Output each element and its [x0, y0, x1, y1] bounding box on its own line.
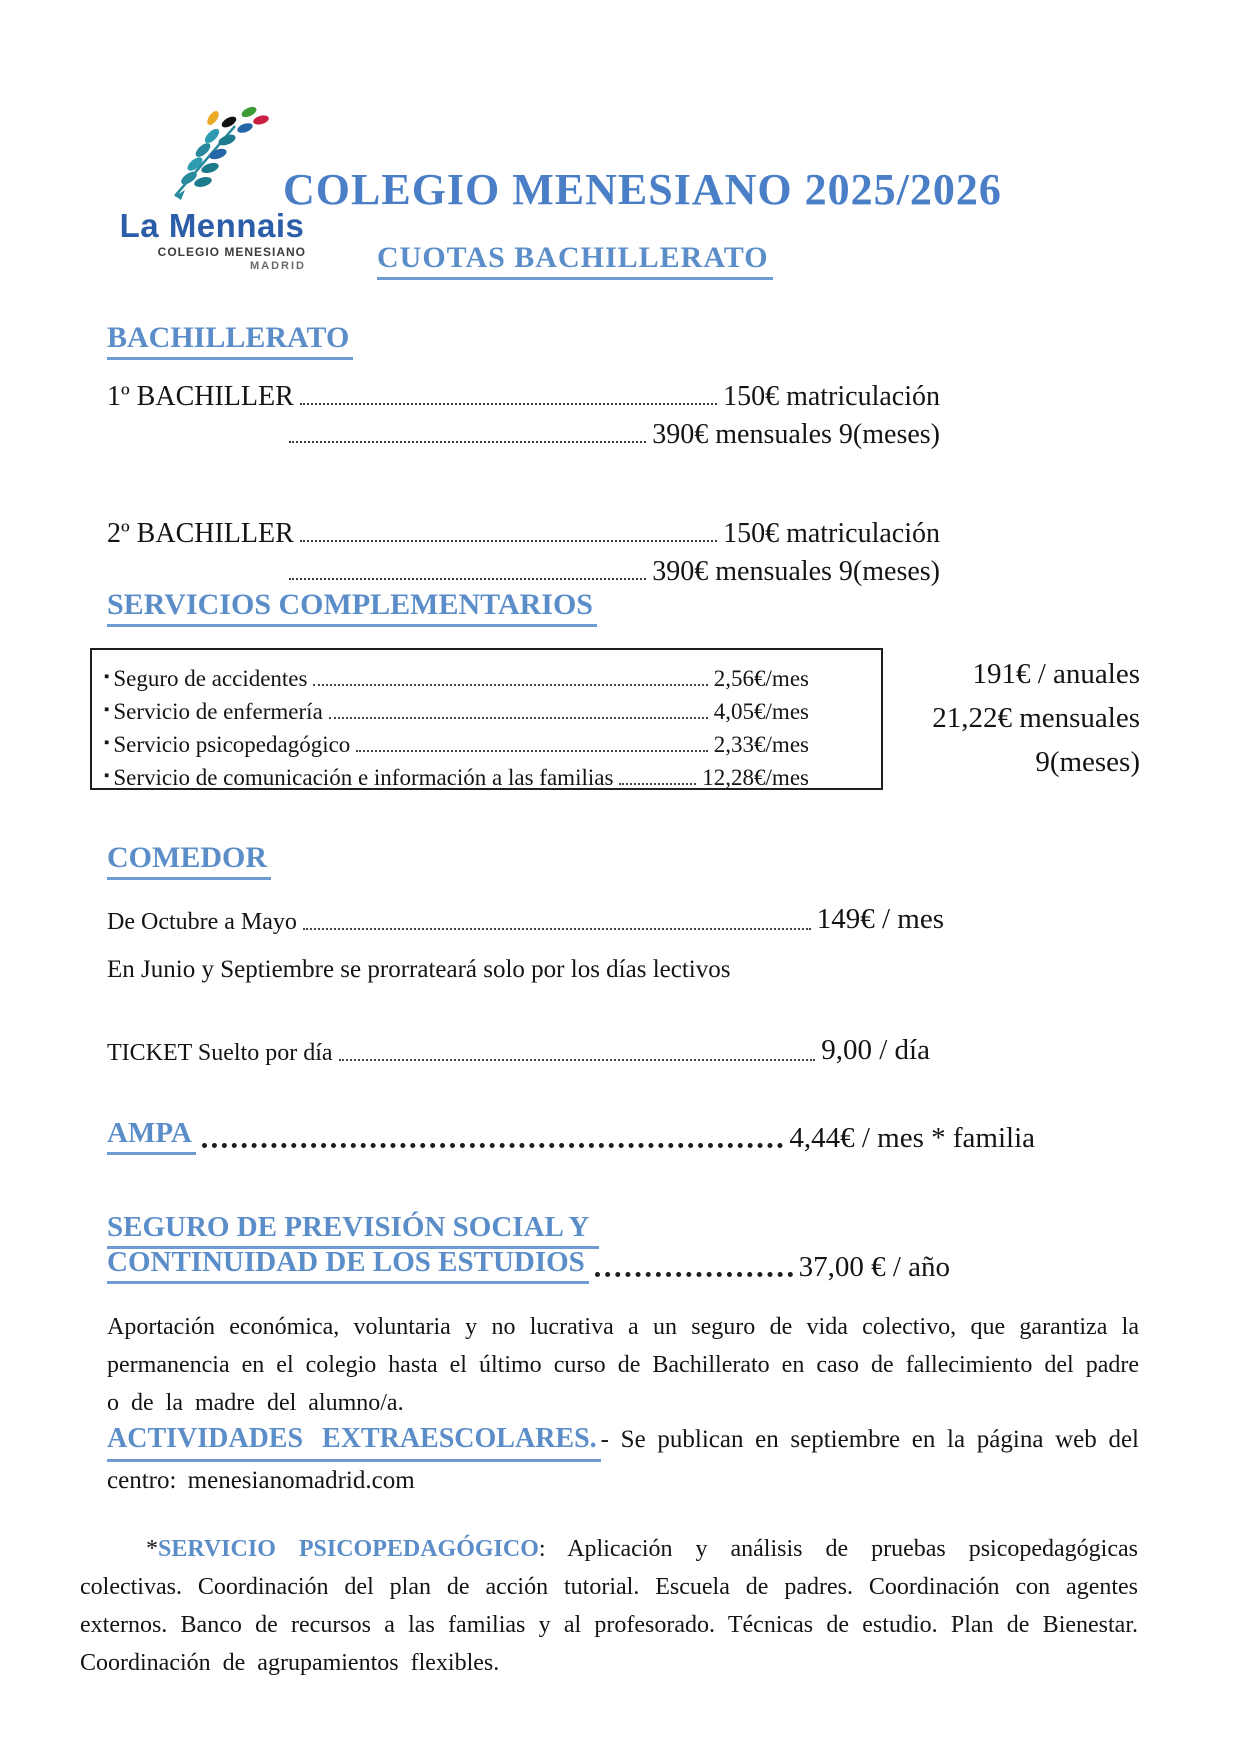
- servicios-summary: [740, 652, 1140, 784]
- dotted-leader: [289, 441, 646, 443]
- comedor-note: En Junio y Septiembre se prorrateará solo por los días lectivos: [107, 956, 731, 983]
- fee-value: 9,00 / día: [821, 1034, 930, 1066]
- page-subtitle-wrap: [377, 241, 773, 280]
- extraescolares-separator: -: [600, 1426, 609, 1453]
- service-value: 2,56€/mes: [713, 666, 809, 691]
- service-label: Servicio de comunicación e información a las familias: [113, 765, 614, 790]
- fee-label: TICKET Suelto por día: [107, 1040, 333, 1066]
- fee-row-2-bachiller: [107, 518, 940, 550]
- servicios-heading: SERVICIOS COMPLEMENTARIOS: [107, 588, 597, 627]
- service-value: 4,05€/mes: [713, 699, 809, 724]
- service-item: [104, 666, 809, 692]
- dotted-leader: [339, 1059, 816, 1061]
- fee-row-2-bachiller-monthly: [283, 556, 940, 588]
- seguro-heading-line1-wrap: [107, 1211, 599, 1249]
- summary-months: 9(meses): [1035, 746, 1140, 778]
- section-servicios-heading-wrap: [107, 588, 597, 627]
- section-comedor-heading-wrap: [107, 841, 271, 880]
- extraescolares-text: Se publican en septiembre en la página web del centro: menesianomadrid.com: [107, 1426, 1139, 1494]
- bullet-icon: ▪: [104, 735, 110, 751]
- page-subtitle: CUOTAS BACHILLERATO: [377, 241, 773, 280]
- fee-value: 150€ matriculación: [723, 381, 940, 412]
- fee-row-1-bachiller: [107, 381, 940, 413]
- seguro-heading-line2: CONTINUIDAD DE LOS ESTUDIOS: [107, 1246, 589, 1284]
- bullet-icon: ▪: [104, 768, 110, 784]
- la-mennais-branch-icon: [118, 104, 306, 207]
- fee-value: 390€ mensuales 9(meses): [652, 419, 940, 450]
- psicopedagogico-block: [80, 1530, 1138, 1682]
- dotted-leader: [329, 717, 708, 719]
- psicopedagogico-prefix: *: [146, 1536, 158, 1562]
- logo-city: MADRID: [250, 260, 306, 272]
- ticket-fee-row: [107, 1034, 930, 1067]
- fee-label: 1º BACHILLER: [107, 381, 294, 412]
- service-item: [104, 732, 809, 758]
- dotted-leader: [303, 928, 811, 930]
- psicopedagogico-text: : Aplicación y análisis de pruebas psicopedagógicas colectivas. Coordinación del plan de acción tutorial. Escuela de padres. Coordinación con agentes externos. Banco de recursos a las familias y al profesorado. Técnicas de estudio. Plan de Bienestar. Coordinación de agrupamientos flexibles.: [80, 1536, 1138, 1676]
- dotted-leader-bold: [202, 1143, 784, 1148]
- service-value: 2,33€/mes: [713, 732, 809, 757]
- ampa-fee-row: [107, 1117, 1035, 1155]
- service-value: 12,28€/mes: [702, 765, 809, 790]
- fee-row-1-bachiller-monthly: [283, 419, 940, 451]
- school-logo: [118, 104, 306, 272]
- bullet-icon: ▪: [104, 702, 110, 718]
- service-item: [104, 699, 809, 725]
- logo-brand-text: La Mennais: [119, 207, 305, 244]
- fee-value: 149€ / mes: [816, 903, 944, 935]
- fee-label: 2º BACHILLER: [107, 518, 294, 549]
- summary-monthly: 21,22€ mensuales: [932, 702, 1140, 734]
- extraescolares-heading: ACTIVIDADES EXTRAESCOLARES.: [107, 1420, 601, 1462]
- fee-value: 390€ mensuales 9(meses): [652, 556, 940, 587]
- fee-value: 4,44€ / mes * familia: [789, 1122, 1035, 1154]
- seguro-description: Aportación económica, voluntaria y no lucrativa a un seguro de vida colectivo, que garantiza la permanencia en el colegio hasta el último curso de Bachillerato en caso de fallecimiento del padre o de la madre del alumno/a.: [107, 1314, 1139, 1416]
- dotted-leader: [300, 540, 717, 542]
- fee-value: 37,00 € / año: [798, 1251, 950, 1283]
- comedor-fee-row: [107, 903, 944, 936]
- seguro-heading-line1: SEGURO DE PREVISIÓN SOCIAL Y: [107, 1211, 599, 1249]
- dotted-leader: [313, 684, 707, 686]
- service-item: [104, 765, 809, 791]
- bullet-icon: ▪: [104, 669, 110, 685]
- dotted-leader: [619, 783, 696, 785]
- summary-annual: 191€ / anuales: [972, 658, 1140, 690]
- section-bachillerato-heading-wrap: [107, 321, 353, 360]
- service-label: Servicio de enfermería: [113, 699, 323, 724]
- fee-label: De Octubre a Mayo: [107, 909, 297, 935]
- service-label: Seguro de accidentes: [113, 666, 308, 691]
- ampa-heading: AMPA: [107, 1117, 196, 1155]
- psicopedagogico-heading: SERVICIO PSICOPEDAGÓGICO: [158, 1536, 539, 1562]
- service-label: Servicio psicopedagógico: [113, 732, 351, 757]
- extraescolares-block: [107, 1420, 1139, 1499]
- dotted-leader-bold: [595, 1272, 793, 1277]
- dotted-leader: [289, 578, 646, 580]
- fee-value: 150€ matriculación: [723, 518, 940, 549]
- dotted-leader: [356, 750, 708, 752]
- logo-subtitle: COLEGIO MENESIANO: [157, 245, 306, 259]
- dotted-leader: [300, 403, 717, 405]
- bachillerato-heading: BACHILLERATO: [107, 321, 353, 360]
- seguro-fee-row: [107, 1246, 950, 1284]
- page-title: COLEGIO MENESIANO 2025/2026: [283, 165, 1002, 214]
- comedor-heading: COMEDOR: [107, 841, 271, 880]
